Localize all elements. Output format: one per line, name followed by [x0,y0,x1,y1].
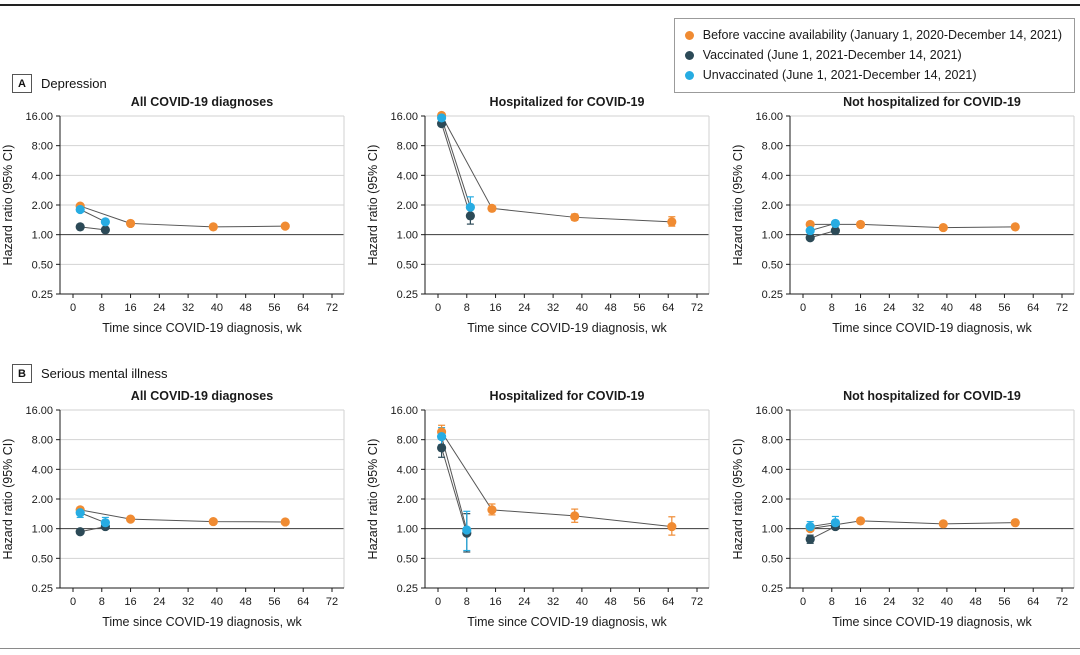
series-markers [437,427,676,538]
chart-svg [730,90,1080,342]
svg-text:0: 0 [799,302,807,314]
svg-text:16: 16 [124,596,137,608]
gridlines [60,116,344,294]
svg-text:0.50: 0.50 [761,259,783,272]
x-axis-title: Time since COVID-19 diagnosis, wk [467,615,667,629]
legend-dot-unvaccinated-icon [685,71,694,80]
error-bars [467,197,675,226]
svg-text:16.00: 16.00 [25,111,53,123]
svg-text:56: 56 [998,302,1011,314]
svg-text:0.25: 0.25 [761,583,783,595]
svg-text:8: 8 [463,302,470,314]
svg-text:72: 72 [1055,596,1069,608]
svg-text:72: 72 [690,596,704,608]
svg-text:40: 40 [940,302,954,314]
tick-labels [25,405,338,608]
tick-labels [390,111,703,314]
svg-text:2.00: 2.00 [31,200,53,212]
svg-text:64: 64 [297,596,310,608]
svg-text:0.25: 0.25 [31,289,53,301]
panel-depression-not-hospitalized [730,90,1080,342]
svg-text:40: 40 [940,596,954,608]
svg-text:8:00: 8:00 [31,140,53,153]
svg-text:24: 24 [153,596,166,608]
svg-text:56: 56 [268,596,281,608]
svg-text:32: 32 [911,596,925,608]
panel-title: Hospitalized for COVID-19 [489,95,645,109]
svg-text:0.25: 0.25 [396,289,418,301]
svg-text:8.00: 8.00 [396,434,418,447]
svg-text:0.25: 0.25 [761,289,783,301]
series-markers [806,516,1020,544]
svg-text:0.50: 0.50 [396,553,418,566]
svg-text:40: 40 [210,302,224,314]
series-markers [806,219,1020,243]
legend-label-vaccinated: Vaccinated (June 1, 2021-December 14, 2021) [702,47,962,62]
series-lines [442,115,672,221]
series-markers [76,201,290,234]
svg-text:48: 48 [969,302,982,314]
axes [786,410,1074,592]
legend-label-before: Before vaccine availability (January 1, 2020-December 14, 2021) [702,28,1062,42]
panel-title: All COVID-19 diagnoses [130,95,274,109]
svg-text:64: 64 [1027,302,1040,314]
svg-text:1.00: 1.00 [396,229,418,242]
panel-title: Hospitalized for COVID-19 [489,389,645,403]
svg-text:8.00: 8.00 [31,434,53,447]
svg-text:1.00: 1.00 [31,523,53,536]
chart-svg [730,384,1080,636]
legend-label-unvaccinated: Unvaccinated (June 1, 2021-December 14, 2021) [702,67,977,82]
svg-text:72: 72 [1055,302,1069,314]
legend-item-vaccinated [685,47,1062,64]
svg-text:16: 16 [854,302,867,314]
svg-text:40: 40 [210,596,224,608]
svg-text:8.00: 8.00 [396,140,418,153]
svg-text:4.00: 4.00 [31,170,53,183]
svg-text:40: 40 [575,596,589,608]
svg-text:72: 72 [690,302,704,314]
svg-text:64: 64 [1027,596,1040,608]
panel-depression-hospitalized [365,90,715,342]
svg-text:0.50: 0.50 [31,553,53,566]
svg-text:56: 56 [633,302,646,314]
svg-text:2.00: 2.00 [761,200,783,212]
svg-text:2.00: 2.00 [31,494,53,506]
svg-text:8: 8 [828,302,835,314]
panel-title: Not hospitalized for COVID-19 [843,95,1021,109]
svg-text:32: 32 [181,302,195,314]
svg-text:0.50: 0.50 [396,259,418,272]
svg-text:8.00: 8.00 [761,434,783,447]
svg-text:0: 0 [434,596,442,608]
x-axis-title: Time since COVID-19 diagnosis, wk [832,321,1032,335]
svg-text:0.50: 0.50 [761,553,783,566]
series-lines [442,432,672,533]
svg-text:56: 56 [633,596,646,608]
top-rule [0,4,1080,6]
y-axis-title: Hazard ratio (95% CI) [1,144,15,266]
x-axis-title: Time since COVID-19 diagnosis, wk [467,321,667,335]
svg-text:16: 16 [124,302,137,314]
svg-text:24: 24 [883,302,896,314]
svg-text:48: 48 [969,596,982,608]
chart-svg [0,384,350,636]
panel-title: Not hospitalized for COVID-19 [843,389,1021,403]
svg-text:64: 64 [662,302,675,314]
svg-text:48: 48 [604,302,617,314]
gridlines [60,410,344,588]
legend-item-before [685,27,1062,44]
svg-text:4.00: 4.00 [396,170,418,183]
svg-text:64: 64 [662,596,675,608]
gridlines [425,410,709,588]
tick-labels [755,405,1068,608]
svg-text:16.00: 16.00 [755,111,783,123]
section-a-tag: A [12,74,32,93]
panel-smi-not-hospitalized [730,384,1080,636]
section-a-label: Depression [41,76,107,91]
svg-text:56: 56 [268,302,281,314]
svg-text:40: 40 [575,302,589,314]
svg-text:16: 16 [854,596,867,608]
svg-text:8.00: 8.00 [761,140,783,153]
legend-dot-vaccinated-icon [685,51,694,60]
svg-text:2.00: 2.00 [396,200,418,212]
svg-text:2.00: 2.00 [396,494,418,506]
bottom-rule [0,648,1080,649]
panel-smi-all [0,384,350,636]
chart-svg [365,90,715,342]
svg-text:32: 32 [546,302,560,314]
svg-text:0: 0 [69,302,77,314]
svg-text:0: 0 [69,596,77,608]
x-axis-title: Time since COVID-19 diagnosis, wk [832,615,1032,629]
tick-labels [25,111,338,314]
series-lines [810,223,1015,237]
svg-text:16.00: 16.00 [390,405,418,417]
svg-text:16: 16 [489,302,502,314]
svg-text:8: 8 [463,596,470,608]
panel-smi-hospitalized [365,384,715,636]
series-markers [437,111,676,227]
svg-text:32: 32 [911,302,925,314]
svg-text:8: 8 [828,596,835,608]
x-axis-title: Time since COVID-19 diagnosis, wk [102,321,302,335]
svg-text:24: 24 [518,302,531,314]
svg-text:48: 48 [604,596,617,608]
svg-text:72: 72 [325,596,339,608]
svg-text:16.00: 16.00 [755,405,783,417]
gridlines [790,410,1074,588]
axes [421,116,709,298]
svg-text:1.00: 1.00 [31,229,53,242]
y-axis-title: Hazard ratio (95% CI) [1,438,15,560]
gridlines [790,116,1074,294]
section-b-header [12,364,167,383]
legend-item-unvaccinated [685,67,1062,84]
y-axis-title: Hazard ratio (95% CI) [731,438,745,560]
panel-depression-all [0,90,350,342]
svg-text:1.00: 1.00 [761,523,783,536]
svg-text:24: 24 [153,302,166,314]
svg-text:32: 32 [181,596,195,608]
svg-text:8: 8 [98,596,105,608]
series-lines [810,521,1015,539]
svg-text:0.50: 0.50 [31,259,53,272]
svg-text:16.00: 16.00 [390,111,418,123]
svg-text:1.00: 1.00 [761,229,783,242]
axes [421,410,709,592]
chart-svg [0,90,350,342]
svg-text:0: 0 [434,302,442,314]
svg-text:4.00: 4.00 [396,464,418,477]
svg-text:64: 64 [297,302,310,314]
legend [674,18,1075,93]
chart-svg [365,384,715,636]
svg-text:48: 48 [239,302,252,314]
svg-text:4.00: 4.00 [761,170,783,183]
section-b-tag: B [12,364,32,383]
svg-text:1.00: 1.00 [396,523,418,536]
panel-title: All COVID-19 diagnoses [130,389,274,403]
error-bars [438,425,675,552]
svg-text:0: 0 [799,596,807,608]
axes [786,116,1074,298]
svg-text:32: 32 [546,596,560,608]
y-axis-title: Hazard ratio (95% CI) [366,438,380,560]
axes [56,410,344,592]
svg-text:24: 24 [518,596,531,608]
svg-text:0.25: 0.25 [396,583,418,595]
svg-text:4.00: 4.00 [31,464,53,477]
svg-text:16: 16 [489,596,502,608]
svg-text:48: 48 [239,596,252,608]
svg-text:16.00: 16.00 [25,405,53,417]
svg-text:8: 8 [98,302,105,314]
svg-text:24: 24 [883,596,896,608]
svg-text:0.25: 0.25 [31,583,53,595]
tick-labels [755,111,1068,314]
axes [56,116,344,298]
x-axis-title: Time since COVID-19 diagnosis, wk [102,615,302,629]
section-b-label: Serious mental illness [41,366,168,381]
svg-text:4.00: 4.00 [761,464,783,477]
series-lines [80,206,285,230]
svg-text:56: 56 [998,596,1011,608]
y-axis-title: Hazard ratio (95% CI) [366,144,380,266]
svg-text:72: 72 [325,302,339,314]
legend-dot-before-icon [685,31,694,40]
svg-text:2.00: 2.00 [761,494,783,506]
y-axis-title: Hazard ratio (95% CI) [731,144,745,266]
